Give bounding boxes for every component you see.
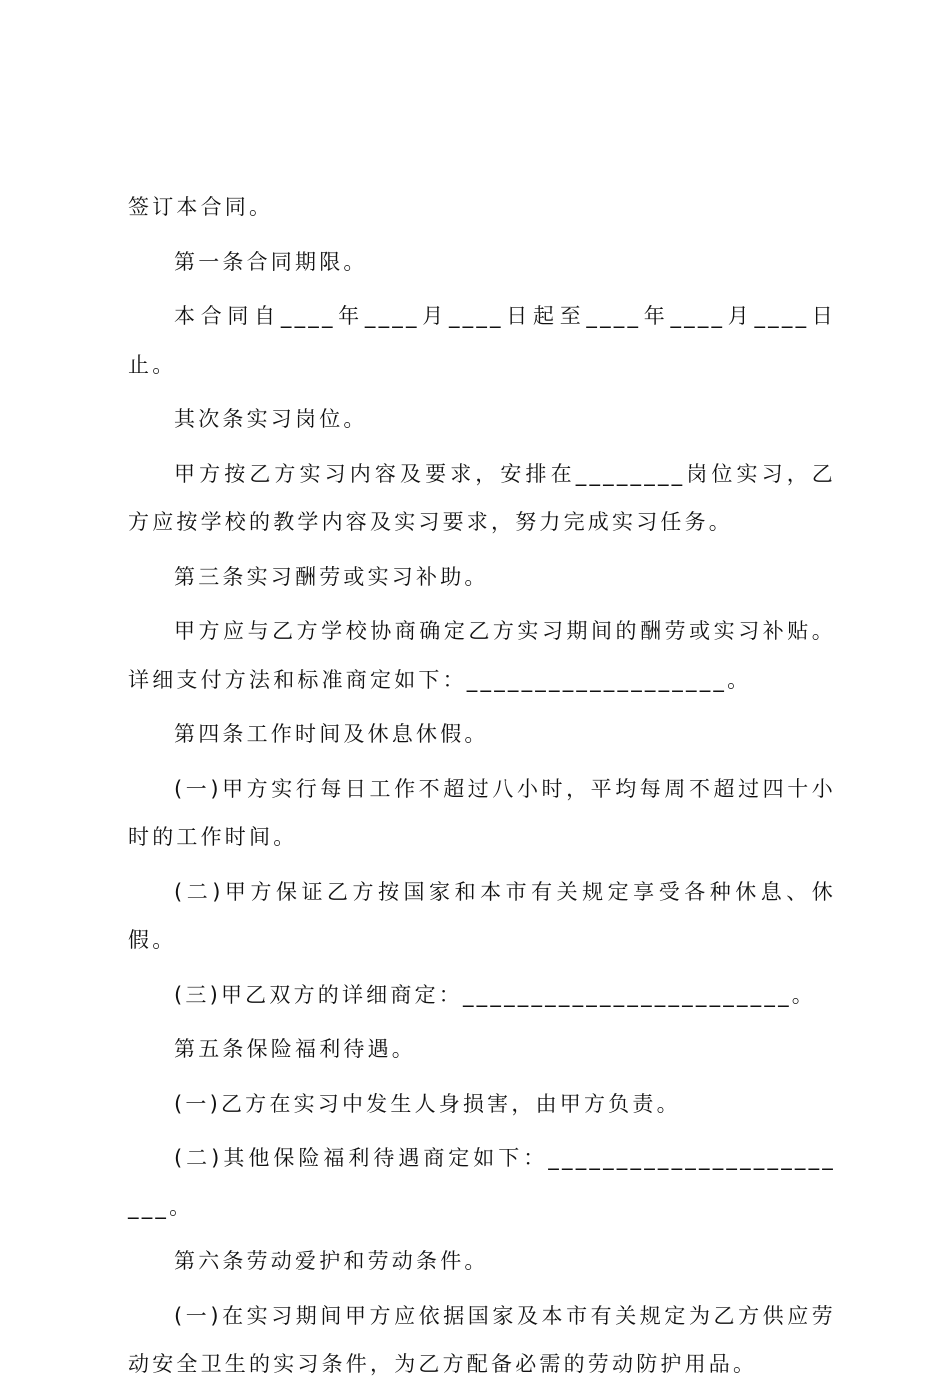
article-heading-4: 第四条工作时间及休息休假。 — [174, 722, 489, 746]
paragraph-contract-period: 本合同自____年____月____日起至____年____月____日止。 — [128, 304, 836, 377]
paragraph-labor-protection: (一)在实习期间甲方应依据国家及本市有关规定为乙方供应劳动安全卫生的实习条件，为乙方配备必需的劳动防护用品。 — [128, 1303, 836, 1376]
article-heading-3: 第三条实习酬劳或实习补助。 — [174, 564, 489, 589]
paragraph-mutual-agreement: (三)甲乙双方的详细商定：________________________。 — [174, 982, 816, 1007]
paragraph-intro: 签订本合同。 — [128, 195, 274, 219]
paragraph-internship-post: 甲方按乙方实习内容及要求，安排在________岗位实习，乙方应按学校的教学内容及实习要求，努力完成实习任务。 — [128, 461, 836, 534]
paragraph-rest-leave: (二)甲方保证乙方按国家和本市有关规定享受各种休息、休假。 — [128, 879, 836, 952]
article-heading-6: 第六条劳动爱护和劳动条件。 — [174, 1249, 489, 1273]
article-heading-1: 第一条合同期限。 — [174, 249, 368, 274]
document-page — [128, 183, 836, 1389]
paragraph-working-hours: (一)甲方实行每日工作不超过八小时，平均每周不超过四十小时的工作时间。 — [128, 776, 836, 849]
paragraph-compensation: 甲方应与乙方学校协商确定乙方实习期间的酬劳或实习补贴。详细支付方法和标准商定如下：___________________。 — [128, 619, 836, 692]
article-heading-2: 其次条实习岗位。 — [174, 407, 368, 431]
paragraph-other-benefits: (二)其他保险福利待遇商定如下：________________________。 — [128, 1146, 836, 1219]
article-heading-5: 第五条保险福利待遇。 — [174, 1037, 416, 1061]
paragraph-injury-liability: (一)乙方在实习中发生人身损害，由甲方负责。 — [174, 1091, 681, 1116]
